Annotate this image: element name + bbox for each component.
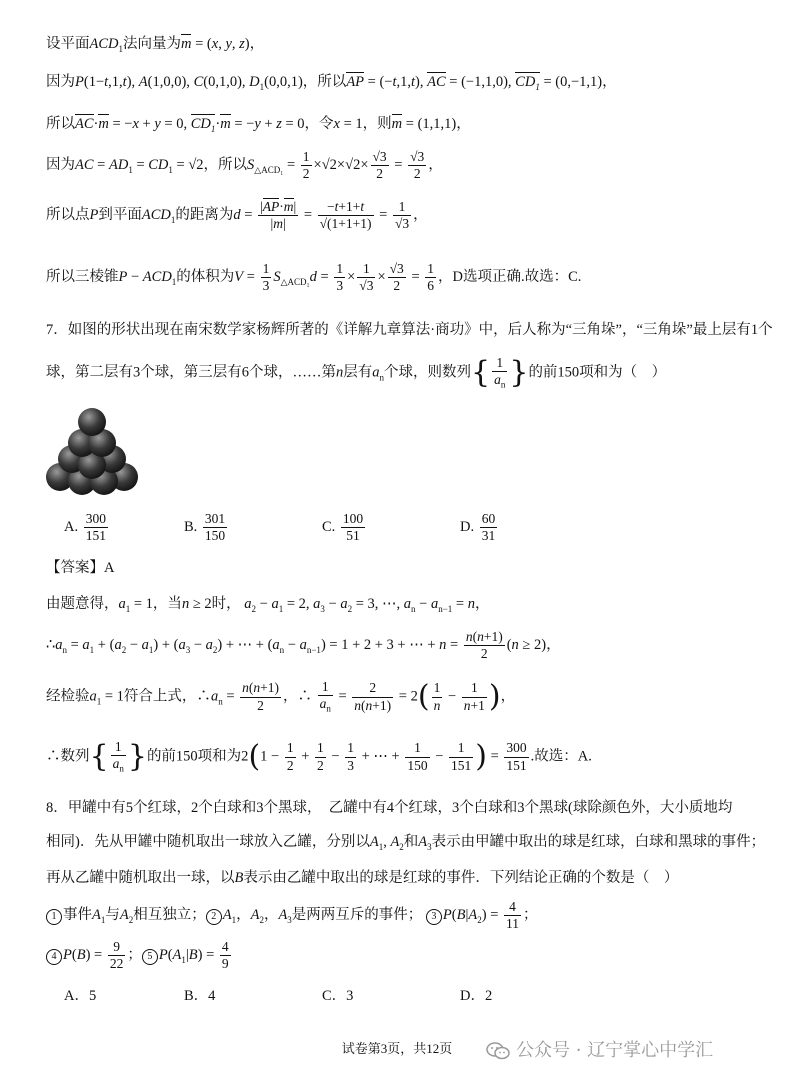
triangular-pile-figure (44, 405, 140, 499)
q8-option-b: B．4 (184, 988, 216, 1004)
solution6-line-1: 设平面$ACD_1$法向量为m = (x, y, z)， (46, 36, 265, 54)
solution6-line-4: 因为AC = $AD_1 = CD_1 = √2$，所以$S_{\triangle ACD_1}$ = $\frac{1}{2}$ ×√2×√2× $\frac{√3}{2}$ = $\frac{√3}{2}$ ， (46, 149, 443, 182)
q8-statements-line-1: 1 事件$A_1$与$A_2$相互独立； 2 $A_1$，$A_2$，$A_3$是两两互斥的事件； 3 $P(B|A_2)$ = $\frac{4}{11}$ ； (46, 900, 538, 931)
wechat-icon (486, 1042, 510, 1060)
q7-solution-line-4: ∴数列{ $\frac{1}{a_n}$ }的前150项和为2(1 − $\frac{1}{2}$ + $\frac{1}{2}$ − $\frac{1}{3}$ + ⋯ + $\frac{1}{150}$ − $\frac{1}{151}$ ) = $\frac{300}{151}$ .故选：A. (46, 739, 592, 775)
q7-option-c: C. $\frac{100}{51}$ (322, 511, 364, 544)
q7-solution-line-2: $\therefore a_n = a_1 + (a_2 - a_1) + (a_3 - a_2)$ + ⋯ + $(a_n - a_{n-1}) = 1 + 2 + 3$ + ⋯ + n = $\frac{n(n+1)}{2}$ (n ≥ 2)， (46, 629, 561, 662)
solution6-line-2: 因为P(1−t,1,t), A(1,0,0), C(0,1,0), $D_1(0,0,1)$，所以AP = (−t,1,t), AC = (−1,1,0), $CD_1 = (0,-1,1)$， (46, 74, 617, 92)
ball (78, 408, 106, 436)
q7-stem-line-2: 球，第二层有3个球，第三层有6个球，……第n层有$a_n$个球，则数列{ $\frac{1}{a_n}$ }的前150项和为（ ） (46, 355, 667, 391)
watermark: 公众号 · 辽宁掌心中学汇 (486, 1036, 713, 1062)
q8-statements-line-2: 4 P(B) = $\frac{9}{22}$ ； 5 $P(A_1|B)$ = $\frac{4}{9}$ (46, 940, 233, 971)
q8-stem-line-1: 8．甲罐中有5个红球，2个白球和3个黑球， 乙罐中有4个红球，3个白球和3个黑球(球除颜色外，大小质地均 (46, 800, 733, 816)
q7-option-d: D. $\frac{60}{31}$ (460, 511, 496, 544)
page-footer: 试卷第3页，共12页 (341, 1041, 453, 1056)
q8-stem-line-2: 相同)．先从甲罐中随机取出一球放入乙罐，分别以$A_1$, $A_2$和$A_3$表示由甲罐中取出的球是红球，白球和黑球的事件； (46, 834, 766, 852)
q8-stem-line-3: 再从乙罐中随机取出一球，以B表示由乙罐中取出的球是红球的事件．下列结论正确的个数是（ ） (46, 870, 679, 886)
q7-stem-line-1: 7．如图的形状出现在南宋数学家杨辉所著的《详解九章算法·商功》中，后人称为“三角垛”，“三角垛”最上层有1个 (46, 322, 773, 338)
q7-solution-line-3: 经检验$a_1 = 1$符合上式，$\therefore a_n$ = $\frac{n(n+1)}{2}$ ，∴ $\frac{1}{a_n}$ = $\frac{2}{n(n+1)}$ = 2( $\frac{1}{n}$ − $\frac{1}{n+1}$ )， (46, 679, 516, 715)
solution6-line-6: 所以三棱锥$P - ACD_1$的体积为V = $\frac{1}{3}$ $S_{\triangle ACD_1}d$ = $\frac{1}{3}$ × $\frac{1}{√3}$ × $\frac{√3}{2}$ = $\frac{1}{6}$ ，D选项正确.故选：C. (46, 261, 582, 294)
solution6-line-3: 所以AC·m = −x + y = 0, $CD_1\cdot m = -y + z = 0$，令x = 1，则m = (1,1,1)， (46, 116, 471, 134)
q7-answer: 【答案】A (46, 560, 115, 576)
q7-option-b: B. $\frac{301}{150}$ (184, 511, 226, 544)
q7-option-a: A. $\frac{300}{151}$ (64, 511, 106, 544)
q7-solution-line-1: 由题意得，$a_1 = 1$，当n ≥ 2时， $a_2 - a_1 = 2$, $a_3 - a_2 = 3$, ⋯, $a_n - a_{n-1} = n$， (46, 596, 490, 614)
q8-option-c: C．3 (322, 988, 354, 1004)
q8-option-a: A．5 (64, 988, 97, 1004)
solution6-line-5: 所以点P到平面$ACD_1$的距离为d = $\frac{|AP\cdot m|}{|m|}$ = $\frac{-t+1+t}{√(1+1+1)}$ = $\frac{1}{√3}$ ， (46, 199, 428, 232)
q8-option-d: D．2 (460, 988, 493, 1004)
